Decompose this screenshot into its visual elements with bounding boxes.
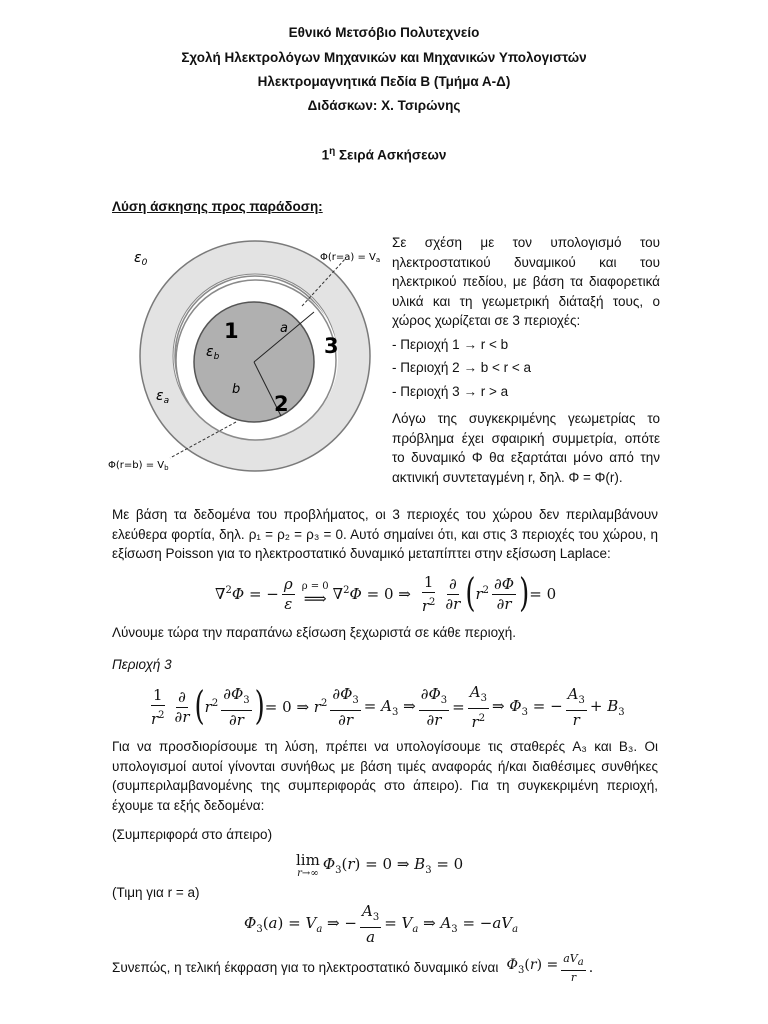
infinity-label [112, 825, 658, 845]
final-formula: $\Phi_3(r)$ = $\frac{aV_a}{r}$ . [506, 952, 594, 985]
boundary-equation: $\Phi_3(a) = V_a$ ⇒ − $\frac{A_3}{a}$ = $V_a$ ⇒ $A_3 = -aV_a$ [244, 901, 519, 946]
phi-a-label: $\Phi(r=a) = V_a$ [320, 252, 381, 264]
radius-a-label: a [280, 321, 288, 336]
paragraph-text: Με βάση τα δεδομένα του προβλήματος, οι 3 περιοχές του χώρου δεν περιλαμβάνουν ελεύθερα φορτία, δηλ. ρ₁ = ρ₂ = ρ₃ = 0. Αυτό σημαίνει ότι, και στις 3 περιοχές του χώρου, η εξίσωση Poisson για το ηλεκτροστατικό δυναμικό μεταπίπτει στην εξίσωση Laplace: [112, 507, 658, 561]
series-title [0, 146, 768, 163]
label-text: (Τιμη για r = a) [112, 885, 200, 900]
eps0-label: $\varepsilon_0$ [134, 250, 148, 268]
epsa-label: $\varepsilon_a$ [156, 388, 170, 406]
laplace-equation: ∇$^2$Φ = − $\frac{\rho}{\varepsilon}$ ρ = 0 ⟹ ∇$^2$Φ = 0 ⇒ $\frac{1}{r^2}$ $\frac{\partial}{\partial r}$ ( $r^2$ $\frac{\partial\Phi}{\partial r}$ ) = 0 [215, 571, 557, 617]
label-text: (Συμπεριφορά στο άπειρο) [112, 827, 273, 842]
paragraph-constants [112, 737, 658, 815]
region-item: - Περιοχή 3 → r > a [392, 383, 509, 399]
rho-zero-label: ρ = 0 [301, 581, 329, 592]
paragraph-text: Λύνουμε τώρα την παραπάνω εξίσωση ξεχωριστά σε κάθε περιοχή. [112, 625, 517, 640]
intro-line: υλικά και τη γεωμετρική διάταξή τους, ο [392, 293, 660, 309]
instructor-name: Διδάσκων: Χ. Τσιρώνης [307, 98, 461, 113]
section-title: Λύση άσκησης προς παράδοση: [112, 199, 323, 214]
final-text: Συνεπώς, η τελική έκφραση για το ηλεκτροστατικό δυναμικό είναι [112, 960, 499, 976]
intro-column [392, 233, 660, 487]
radius-b-label: b [232, 382, 241, 397]
epsb-label: $\varepsilon_b$ [206, 344, 220, 362]
paragraph-solve [112, 623, 658, 643]
region-2-label: 2 [274, 392, 289, 416]
intro-line: Σε σχέση με τον υπολογισμό του [392, 235, 660, 250]
region-3-heading [112, 655, 658, 675]
r-equals-a-label [112, 883, 658, 903]
limit-equation: lim r→∞ $\Phi_3(r) = 0$ ⇒ $B_3 = 0$ [296, 851, 464, 879]
school-name: Σχολή Ηλεκτρολόγων Μηχανικών και Μηχανικών Υπολογιστών [181, 50, 587, 65]
region-item: - Περιοχή 1 → r < b [392, 336, 509, 352]
region-item: - Περιοχή 2 → b < r < a [392, 360, 531, 375]
symmetry-text: Λόγω της συγκεκριμένης γεωμετρίας το πρόβλημα έχει σφαιρική συμμετρία, οπότε το δυναμικό Φ θα εξαρτάται μόνο από την ακτινική συντεταγμένη r, δηλ. Φ = Φ(r). [392, 411, 660, 485]
intro-line: χώρος χωρίζεται σε 3 περιοχές: [392, 313, 581, 328]
region-3-label: 3 [324, 334, 339, 358]
course-name: Ηλεκτρομαγνητικά Πεδία Β (Τμήμα Α-Δ) [257, 74, 511, 89]
phi-b-label: $\Phi(r=b) = V_b$ [108, 460, 169, 472]
paragraph-laplace [112, 505, 658, 564]
geometry-figure [108, 236, 386, 476]
series-text: Σειρά Ασκήσεων [338, 147, 447, 163]
series-superscript: η [329, 146, 336, 157]
region-1-label: 1 [224, 319, 239, 343]
paragraph-text: Για να προσδιορίσουμε τη λύση, πρέπει να υπολογίσουμε τις σταθερές A₃ και B₃. Οι υπολογισμοί αυτοί γίνονται συνήθως με βάση τιμές αναφοράς ή/και διαθέσιμες συνθήκες (συμπεριλαμβανομένης της συμπεριφοράς στο άπειρο). Για τη συγκεκριμένη περιοχή, έχουμε τα εξής δεδομένα: [112, 739, 658, 813]
series-number: 1 [321, 147, 330, 163]
intro-line: ηλεκτροστατικού δυναμικού και του [392, 254, 660, 270]
final-expression [112, 953, 672, 984]
region-3-equation: $\frac{1}{r^2}$ $\frac{\partial}{\partial r}$ ( $r^2$ $\frac{\partial\Phi_3}{\partial r}$ ) = 0 ⇒ $r^2$ $\frac{\partial\Phi_3}{\partial r}$ = $A_3$ ⇒ $\frac{\partial\Phi_3}{\partial r}$ = $\frac{A_3}{r^2}$ ⇒ $\Phi_3$ = − $\frac{A_3}{r}$ + $B_3$ [151, 682, 625, 731]
university-name: Εθνικό Μετσόβιο Πολυτεχνείο [288, 25, 480, 40]
intro-line: ηλεκτρικού πεδίου, με βάση τα διαφορετικά [392, 274, 660, 289]
heading-text: Περιοχή 3 [112, 657, 172, 672]
